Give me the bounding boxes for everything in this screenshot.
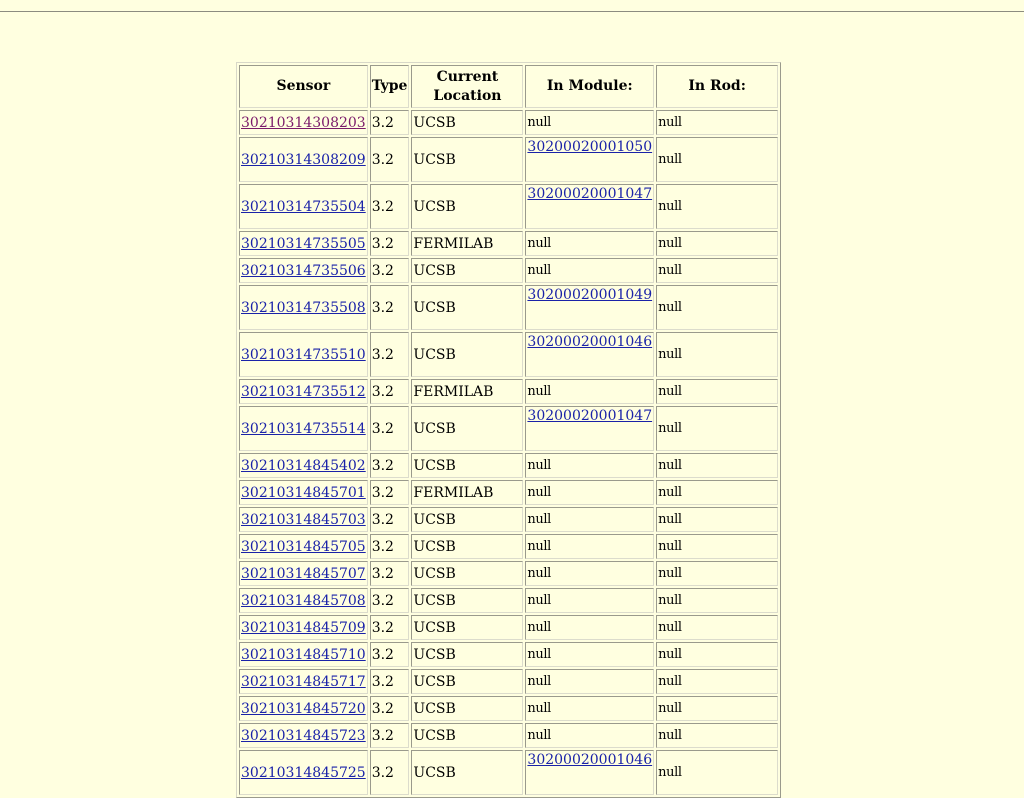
sensor-link[interactable]: 30210314735506 [241, 262, 366, 279]
rod-cell: null [656, 723, 778, 748]
module-cell: null [525, 231, 654, 256]
sensor-link[interactable]: 30210314845708 [241, 592, 366, 609]
table-row [239, 588, 778, 613]
location-cell: UCSB [411, 137, 523, 182]
location-cell: UCSB [411, 642, 523, 667]
sensor-link[interactable]: 30210314845705 [241, 538, 366, 555]
rod-cell: null [656, 696, 778, 721]
location-cell: UCSB [411, 406, 523, 451]
module-cell [525, 285, 654, 330]
sensor-link[interactable]: 30210314845709 [241, 619, 366, 636]
table-row [239, 642, 778, 667]
sensor-link[interactable]: 30210314308209 [241, 151, 366, 168]
rod-cell: null [656, 379, 778, 404]
sensor-link[interactable]: 30210314845703 [241, 511, 366, 528]
table-row [239, 379, 778, 404]
sensor-cell [239, 696, 368, 721]
type-cell: 3.2 [370, 696, 410, 721]
table-row [239, 332, 778, 377]
location-cell: UCSB [411, 669, 523, 694]
rod-cell: null [656, 137, 778, 182]
sensor-cell [239, 750, 368, 795]
module-link[interactable]: 30200020001046 [527, 334, 653, 350]
location-cell: FERMILAB [411, 480, 523, 505]
module-link[interactable]: 30200020001049 [527, 287, 653, 303]
type-cell: 3.2 [370, 588, 410, 613]
sensor-link[interactable]: 30210314308203 [241, 114, 366, 131]
table-row [239, 669, 778, 694]
rod-cell: null [656, 184, 778, 229]
sensor-cell [239, 332, 368, 377]
location-cell: UCSB [411, 285, 523, 330]
sensor-table [236, 62, 781, 798]
rod-cell: null [656, 534, 778, 559]
table-row [239, 406, 778, 451]
rod-cell: null [656, 507, 778, 532]
sensor-cell [239, 669, 368, 694]
sensor-cell [239, 507, 368, 532]
module-cell: null [525, 696, 654, 721]
sensor-cell [239, 379, 368, 404]
module-link[interactable]: 30200020001046 [527, 752, 653, 768]
column-header-sensor: Sensor [239, 65, 368, 108]
type-cell: 3.2 [370, 231, 410, 256]
sensor-cell [239, 285, 368, 330]
sensor-link[interactable]: 30210314845402 [241, 457, 366, 474]
table-row [239, 750, 778, 795]
sensor-link[interactable]: 30210314845720 [241, 700, 366, 717]
sensor-cell [239, 723, 368, 748]
sensor-cell [239, 615, 368, 640]
rod-cell: null [656, 642, 778, 667]
rod-cell: null [656, 480, 778, 505]
type-cell: 3.2 [370, 332, 410, 377]
sensor-cell [239, 561, 368, 586]
type-cell: 3.2 [370, 480, 410, 505]
location-cell: UCSB [411, 588, 523, 613]
sensor-cell [239, 110, 368, 135]
table-row [239, 507, 778, 532]
sensor-link[interactable]: 30210314735504 [241, 198, 366, 215]
module-cell: null [525, 588, 654, 613]
table-header [239, 65, 778, 108]
type-cell: 3.2 [370, 669, 410, 694]
column-header-in-module: In Module: [525, 65, 654, 108]
sensor-link[interactable]: 30210314845707 [241, 565, 366, 582]
sensor-link[interactable]: 30210314845725 [241, 764, 366, 781]
location-cell: UCSB [411, 615, 523, 640]
module-cell [525, 332, 654, 377]
table-row [239, 231, 778, 256]
table-row [239, 110, 778, 135]
table-body [239, 110, 778, 795]
location-cell: UCSB [411, 184, 523, 229]
sensor-link[interactable]: 30210314735510 [241, 346, 366, 363]
type-cell: 3.2 [370, 379, 410, 404]
location-cell: FERMILAB [411, 379, 523, 404]
rod-cell: null [656, 561, 778, 586]
rod-cell: null [656, 332, 778, 377]
type-cell: 3.2 [370, 453, 410, 478]
location-cell: UCSB [411, 561, 523, 586]
location-cell: UCSB [411, 696, 523, 721]
type-cell: 3.2 [370, 642, 410, 667]
module-link[interactable]: 30200020001050 [527, 139, 653, 155]
location-cell: UCSB [411, 507, 523, 532]
sensor-cell [239, 184, 368, 229]
module-cell: null [525, 615, 654, 640]
sensor-cell [239, 453, 368, 478]
table-row [239, 184, 778, 229]
type-cell: 3.2 [370, 750, 410, 795]
table-row [239, 480, 778, 505]
module-cell: null [525, 561, 654, 586]
sensor-cell [239, 137, 368, 182]
module-cell [525, 184, 654, 229]
module-cell: null [525, 480, 654, 505]
type-cell: 3.2 [370, 184, 410, 229]
type-cell: 3.2 [370, 137, 410, 182]
location-cell: UCSB [411, 453, 523, 478]
type-cell: 3.2 [370, 561, 410, 586]
sensor-link[interactable]: 30210314845701 [241, 484, 366, 501]
location-cell: UCSB [411, 750, 523, 795]
location-cell: UCSB [411, 534, 523, 559]
column-header-current-location: Current Location [411, 65, 523, 108]
header-row [239, 65, 778, 108]
rod-cell: null [656, 231, 778, 256]
sensor-cell [239, 480, 368, 505]
sensor-cell [239, 534, 368, 559]
sensor-cell [239, 642, 368, 667]
table-row [239, 258, 778, 283]
module-cell: null [525, 669, 654, 694]
sensor-cell [239, 231, 368, 256]
sensor-link[interactable]: 30210314735508 [241, 299, 366, 316]
type-cell: 3.2 [370, 406, 410, 451]
sensor-cell [239, 406, 368, 451]
sensor-link[interactable]: 30210314845717 [241, 673, 366, 690]
rod-cell: null [656, 285, 778, 330]
sensor-link[interactable]: 30210314735505 [241, 235, 366, 252]
module-cell [525, 750, 654, 795]
module-cell [525, 137, 654, 182]
table-row [239, 534, 778, 559]
location-cell: UCSB [411, 258, 523, 283]
module-cell: null [525, 507, 654, 532]
module-link[interactable]: 30200020001047 [527, 186, 653, 202]
rod-cell: null [656, 669, 778, 694]
sensor-cell [239, 258, 368, 283]
column-header-type: Type [370, 65, 410, 108]
table-row [239, 615, 778, 640]
sensor-cell [239, 588, 368, 613]
module-cell: null [525, 642, 654, 667]
module-cell: null [525, 110, 654, 135]
table-row [239, 723, 778, 748]
table-row [239, 561, 778, 586]
rod-cell: null [656, 258, 778, 283]
module-cell: null [525, 534, 654, 559]
rod-cell: null [656, 750, 778, 795]
sensor-link[interactable]: 30210314735514 [241, 420, 366, 437]
table-row [239, 696, 778, 721]
module-cell: null [525, 453, 654, 478]
sensor-link[interactable]: 30210314845710 [241, 646, 366, 663]
top-horizontal-rule [0, 11, 1024, 12]
rod-cell: null [656, 406, 778, 451]
sensor-link[interactable]: 30210314735512 [241, 383, 366, 400]
module-link[interactable]: 30200020001047 [527, 408, 653, 424]
type-cell: 3.2 [370, 507, 410, 532]
location-cell: UCSB [411, 332, 523, 377]
location-cell: FERMILAB [411, 231, 523, 256]
rod-cell: null [656, 615, 778, 640]
module-cell: null [525, 723, 654, 748]
type-cell: 3.2 [370, 285, 410, 330]
module-cell: null [525, 258, 654, 283]
column-header-in-rod: In Rod: [656, 65, 778, 108]
type-cell: 3.2 [370, 258, 410, 283]
rod-cell: null [656, 588, 778, 613]
module-cell: null [525, 379, 654, 404]
table-row [239, 453, 778, 478]
sensor-link[interactable]: 30210314845723 [241, 727, 366, 744]
rod-cell: null [656, 110, 778, 135]
location-cell: UCSB [411, 723, 523, 748]
type-cell: 3.2 [370, 110, 410, 135]
location-cell: UCSB [411, 110, 523, 135]
table-row [239, 285, 778, 330]
rod-cell: null [656, 453, 778, 478]
type-cell: 3.2 [370, 615, 410, 640]
module-cell [525, 406, 654, 451]
type-cell: 3.2 [370, 723, 410, 748]
table-row [239, 137, 778, 182]
type-cell: 3.2 [370, 534, 410, 559]
